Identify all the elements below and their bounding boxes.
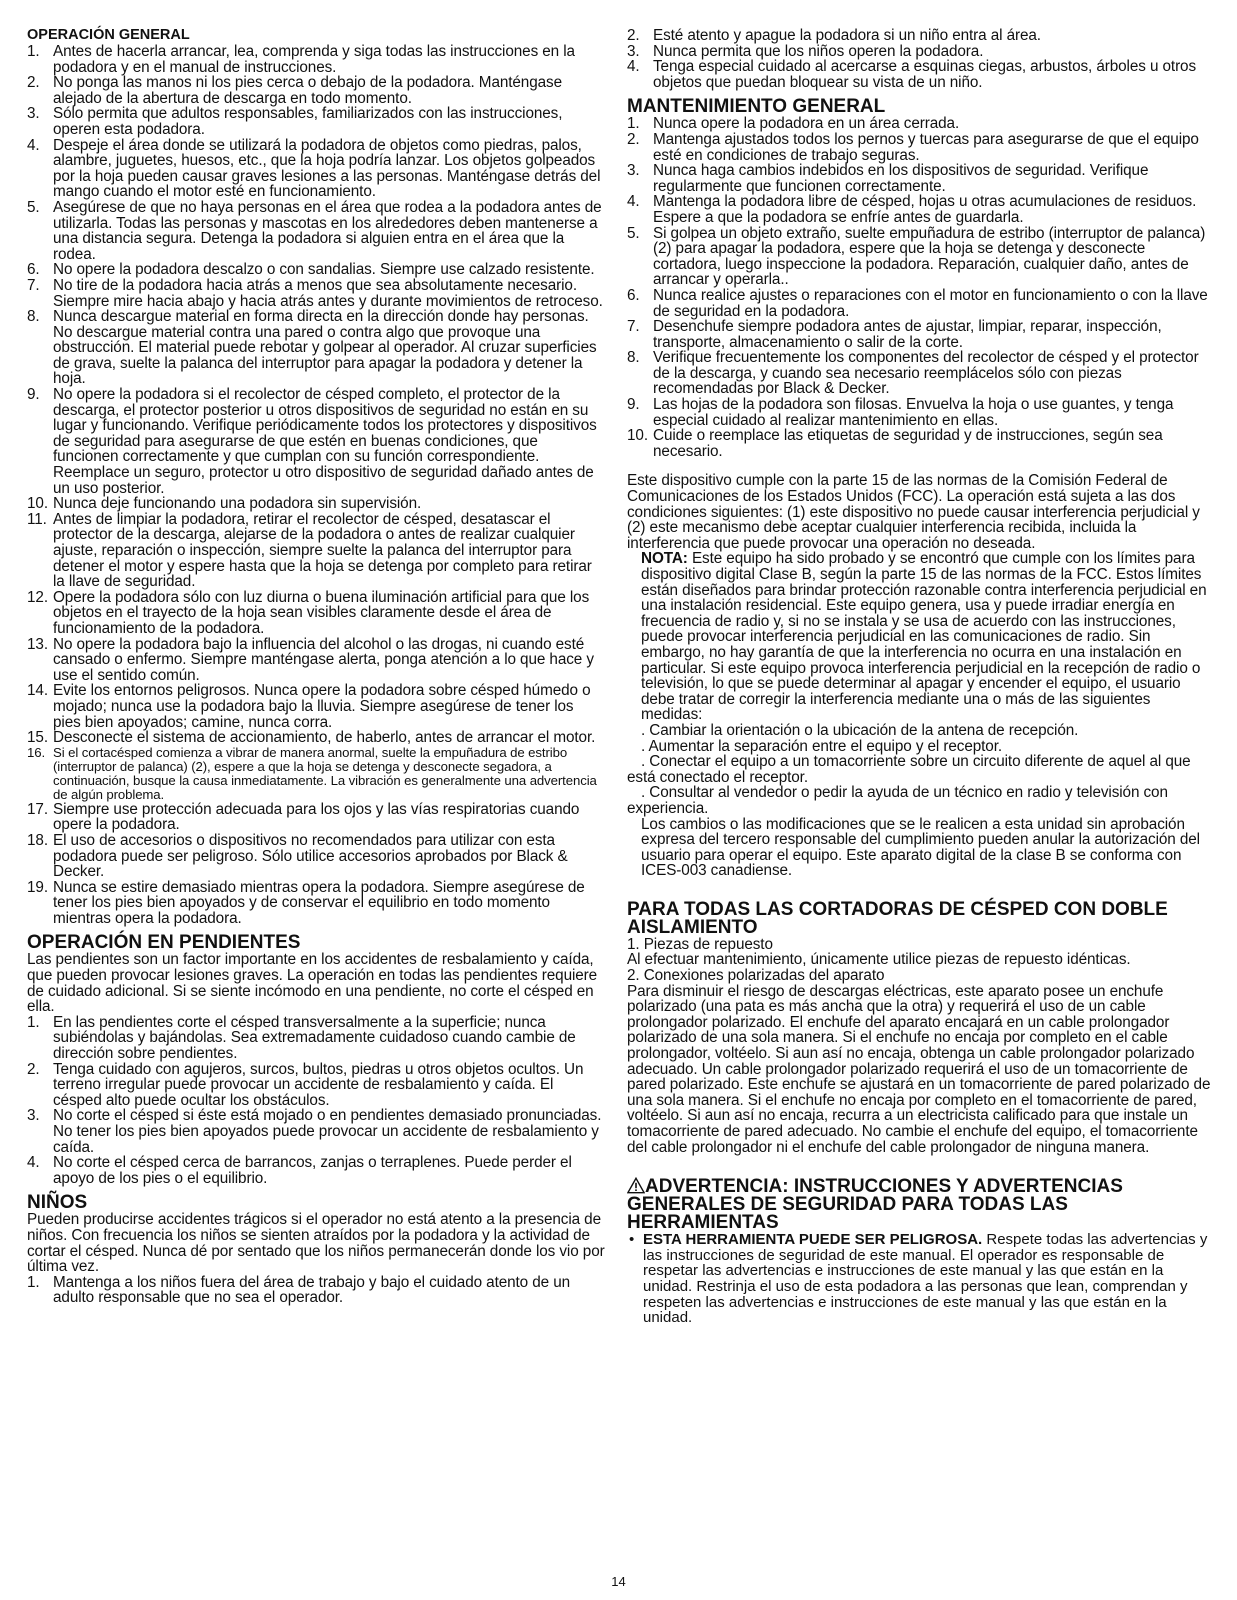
spacer — [627, 459, 1212, 473]
fcc-measure: . Cambiar la orientación o la ubicación de la antena de recepción. — [641, 721, 1079, 739]
list-item: 6. No opere la podadora descalzo o con sandalias. Siempre use calzado resistente. — [27, 261, 595, 279]
list-item: 2. Tenga cuidado con agujeros, surcos, bultos, piedras u otros objetos ocultos. Un terreno irregular puede provocar un accidente de resbalamiento y caída. El césped alto puede ocultar los obstáculos. — [27, 1060, 584, 1109]
list-item: 5. Asegúrese de que no haya personas en el área que rodea a la podadora antes de utilizarla. Todas las personas y mascotas en los alrededores deben mantenerse a una distancia segura. Detenga la podadora si alguien entra en el área que la rodea. — [27, 198, 602, 263]
list-item: 12. Opere la podadora sólo con luz diurna o buena iluminación artificial para que los objetos en el trayecto de la hoja sean visibles claramente desde el área de funcionamiento de la podadora. — [27, 588, 590, 637]
slopes-intro: Las pendientes son un factor importante en los accidentes de resbalamiento y caída, que pueden provocar lesiones graves. La operación en todas las pendientes requiere de cuidado adicional. Si se siente incómodo en una pendiente, no corte el césped en ella. — [27, 951, 598, 1016]
list-item: 2. No ponga las manos ni los pies cerca o debajo de la podadora. Manténgase alejado de la abertura de descarga en todo momento. — [27, 74, 562, 107]
list-item: 7. Desenchufe siempre podadora antes de ajustar, limpiar, reparar, inspección, transporte, almacenamiento o salir de la corte. — [627, 318, 1162, 351]
list-item: 4. Tenga especial cuidado al acercarse a esquinas ciegas, arbustos, árboles u otros objetos que puedan bloquear su vista de un niño. — [627, 58, 1197, 91]
list-item: 11. Antes de limpiar la podadora, retirar el recolector de césped, desatascar el protector de la descarga, alejarse de la podadora o antes de realizar cualquier ajuste, reparación o inspección, siempre suelte la palanca del interruptor para detener el motor y espere hasta que la hoja se detenga por completo para retirar la llave de seguridad. — [27, 510, 592, 591]
fcc-paragraph: Este dispositivo cumple con la parte 15 de las normas de la Comisión Federal de Comunicaciones de los Estados Unidos (FCC). La operación está sujeta a las dos condiciones siguientes: (1) este dispositivo no puede causar interferencia perjudicial y (2) este mecanismo debe aceptar cualquier interferencia recibida, incluida la interferencia que puede provocar una operación no deseada. — [627, 472, 1200, 552]
list-item: 19. Nunca se estire demasiado mientras opera la podadora. Siempre asegúrese de tener los pies bien apoyados y de conservar el equilibrio en todo momento mientras opera la podadora. — [27, 878, 585, 927]
double-sub2: 2. Conexiones polarizadas del aparato — [627, 967, 885, 985]
double-text2: Para disminuir el riesgo de descargas eléctricas, este aparato posee un enchufe polarizado (una pata es más ancha que la otra) y requerirá el uso de un cable prolongador polarizado. El enchufe del aparato encajará en un cable prolongador polarizado de una sola manera. Si el enchufe no encaja por completo en el cable prolongador, voltéelo. Si aun así no encaja, obtenga un cable prolongador polarizado adecuado. Un cable prolongador polarizado requerirá el uso de un tomacorriente de pared polarizado. Este enchufe se ajustará en un tomacorriente de pared polarizado de una sola manera. Si el enchufe no encaja por completo en el tomacorriente de pared, voltéelo. Si aun así no encaja, recurra a un electricista calificado para que instale un tomacorriente de pared adecuado. No cambie el enchufe del equipo, el tomacorriente del cable prolongador ni el enchufe del cable prolongador de ninguna manera. — [627, 982, 1211, 1156]
heading-doble-aislamiento: PARA TODAS LAS CORTADORAS DE CÉSPED CON DOBLE AISLAMIENTO — [627, 898, 1168, 938]
heading-operacion-pendientes: OPERACIÓN EN PENDIENTES — [27, 932, 301, 954]
list-item: 4. Despeje el área donde se utilizará la podadora de objetos como piedras, palos, alambre, juguetes, huesos, etc., que la hoja podría lanzar. Los objetos golpeados por la hoja pueden causar graves lesiones a las personas. Manténgase detrás del mango cuando el motor esté en funcionamiento. — [27, 136, 601, 201]
list-item: 17. Siempre use protección adecuada para los ojos y las vías respiratorias cuando opere la podadora. — [27, 800, 580, 834]
maintenance-list — [627, 116, 1212, 459]
fcc-measure: . Consultar al vendedor o pedir la ayuda de un técnico en radio y televisión con experiencia. — [627, 784, 1168, 817]
list-item: 1. Nunca opere la podadora en un área cerrada. — [627, 115, 960, 133]
list-item: 1. En las pendientes corte el césped transversalmente a la superficie; nunca subiéndolas y bajándolas. Sea extremadamente cuidadoso cuando cambie de dirección sobre pendientes. — [27, 1013, 576, 1063]
children-intro: Pueden producirse accidentes trágicos si el operador no está atento a la presencia de niños. Con frecuencia los niños se sienten atraídos por la podadora y la actividad de cortar el césped. Nunca dé por sentado que los niños permanecerán donde los vio por última vez. — [27, 1211, 605, 1276]
list-item: 3. No corte el césped si éste está mojado o en pendientes demasiado pronunciadas. No tener los pies bien apoyados puede provocar un accidente de resbalamiento y caída. — [27, 1107, 602, 1156]
warning-bullet: • ESTA HERRAMIENTA PUEDE SER PELIGROSA. Respete todas las advertencias y las instrucciones de seguridad de este manual. El operador es responsable de respetar las advertencias e instrucciones de este manual y las que están en la unidad. Restrinja el uso de esta podadora a las personas que lean, comprendan y respeten las advertencias e instrucciones de este manual y las que están en la unidad. — [629, 1231, 1208, 1327]
list-item: 9. No opere la podadora si el recolector de césped completo, el protector de la descarga, el protector posterior u otros dispositivos de seguridad no están en su lugar y funcionando. Verifique periódicamente todos los protectores y dispositivos de seguridad para asegurarse de que estén en buenas condiciones, que funcionen correctamente y que cumplan con su función correspondiente. Reemplace un seguro, protector u otro dispositivo de seguridad dañado antes de un uso posterior. — [27, 386, 597, 497]
list-item: 4. Mantenga la podadora libre de césped, hojas u otras acumulaciones de residuos. Espere a que la podadora se enfríe antes de guardarla. — [627, 193, 1197, 226]
children-list — [27, 1275, 605, 1306]
left-column — [27, 28, 605, 1306]
list-item: 10. Nunca deje funcionando una podadora sin supervisión. — [27, 495, 422, 513]
list-item: 5. Si golpea un objeto extraño, suelte empuñadura de estribo (interruptor de palanca) (2) para apagar la podadora, espere que la hoja se detenga y desconecte cortadora, luego inspeccione la podadora. Reparación, cualquier daño, antes de arrancar y operarla.. — [627, 224, 1206, 289]
double-sub1: 1. Piezas de repuesto — [627, 935, 773, 953]
list-item: 18. El uso de accesorios o dispositivos no recomendados para utilizar con esta podadora puede ser peligroso. Sólo utilice accesorios aprobados por Black & Decker. — [27, 831, 568, 881]
right-column — [627, 28, 1212, 1326]
slopes-list — [27, 1015, 605, 1187]
heading-mantenimiento-general: MANTENIMIENTO GENERAL — [627, 96, 886, 118]
list-item: 7. No tire de la podadora hacia atrás a menos que sea absolutamente necesario. Siempre mire hacia abajo y hacia atrás antes y durante movimientos de retroceso. — [27, 276, 603, 310]
warning-triangle-icon — [627, 1177, 645, 1194]
fcc-measure: . Aumentar la separación entre el equipo y el receptor. — [641, 737, 1002, 755]
heading-advertencia: ADVERTENCIA: INSTRUCCIONES Y ADVERTENCIAS GENERALES DE SEGURIDAD PARA TODAS LAS HERRAMIENTAS — [627, 1176, 1123, 1234]
list-item: 1. Antes de hacerla arrancar, lea, comprenda y siga todas las instrucciones en la podadora y en el manual de instrucciones. — [27, 43, 575, 76]
note-label: NOTA: — [641, 550, 688, 568]
list-item: 9. Las hojas de la podadora son filosas. Envuelva la hoja o use guantes, y tenga especial cuidado al realizar mantenimiento en ellas. — [627, 396, 1174, 429]
double-text1: Al efectuar mantenimiento, únicamente utilice piezas de repuesto idénticas. — [627, 951, 1131, 969]
bullet-icon: • — [629, 1231, 635, 1249]
fcc-measure: . Conectar el equipo a un tomacorriente sobre un circuito diferente de aquel al que está conectado el receptor. — [627, 753, 1191, 786]
list-item: 3. Nunca haga cambios indebidos en los dispositivos de seguridad. Verifique regularmente que funcionen correctamente. — [627, 162, 1149, 195]
list-item: 15. Desconecte el sistema de accionamiento, de haberlo, antes de arrancar el motor. — [27, 729, 596, 747]
list-item: 1. Mantenga a los niños fuera del área de trabajo y bajo el cuidado atento de un adulto responsable que no sea el operador. — [27, 1273, 571, 1307]
children-list-continued — [627, 28, 1212, 90]
heading-operacion-general: OPERACIÓN GENERAL — [27, 27, 190, 43]
list-item: 3. Sólo permita que adultos responsables, familiarizados con las instrucciones, operen esta podadora. — [27, 105, 563, 138]
list-item: 8. Verifique frecuentemente los componentes del recolector de césped y el protector de la descarga, y cuando sea necesario reemplácelos sólo con piezas recomendadas por Black & Decker. — [627, 349, 1199, 398]
list-item: 14. Evite los entornos peligrosos. Nunca opere la podadora sobre césped húmedo o mojado; nunca use la podadora bajo la lluvia. Siempre asegúrese de tener los pies bien apoyados; camine, nunca corra. — [27, 682, 591, 731]
list-item: 2. Esté atento y apague la podadora si un niño entra al área. — [627, 27, 1041, 44]
page-number: 14 — [611, 1574, 626, 1589]
warning-bold-text: ESTA HERRAMIENTA PUEDE SER PELIGROSA. — [643, 1231, 983, 1249]
list-item: 8. Nunca descargue material en forma directa en la dirección donde hay personas. No descargue material contra una pared o contra algo que provoque una obstrucción. El material puede rebotar y golpear al operador. Al cruzar superficies de grava, suelte la palanca del interruptor para apagar la podadora y detener la hoja. — [27, 308, 597, 388]
list-item: 4. No corte el césped cerca de barrancos, zanjas o terraplenes. Puede perder el apoyo de los pies o el equilibrio. — [27, 1154, 572, 1187]
fcc-changes: Los cambios o las modificaciones que se le realicen a esta unidad sin aprobación expresa del tercero responsable del cumplimiento pueden anular la autorización del usuario para operar el equipo. Este aparato digital de la clase B se conforma con ICES-003 canadiense. — [641, 815, 1200, 880]
general-operation-list — [27, 44, 605, 926]
list-item: 2. Mantenga ajustados todos los pernos y tuercas para asegurarse de que el equipo esté en condiciones de trabajo seguras. — [627, 130, 1199, 164]
list-item: 10. Cuide o reemplace las etiquetas de seguridad y de instrucciones, según sea necesario. — [627, 427, 1163, 460]
heading-ninos: NIÑOS — [27, 1192, 88, 1214]
list-item: 6. Nunca realice ajustes o reparaciones con el motor en funcionamiento o con la llave de seguridad en la podadora. — [627, 286, 1208, 320]
list-item: 13. No opere la podadora bajo la influencia del alcohol o las drogas, ni cuando esté cansado o enfermo. Siempre manténgase alerta, ponga atención a lo que hace y use el sentido común. — [27, 635, 594, 684]
fcc-note: NOTA: Este equipo ha sido probado y se encontró que cumple con los límites para dispositivo digital Clase B, según la parte 15 de las normas de la FCC. Estos límites están diseñados para brindar protección razonable contra interferencia perjudicial en una instalación residencial. Este equipo genera, usa y puede irradiar energía en frecuencia de radio y, si no se instala y se usa de acuerdo con las instrucciones, puede provocar interferencia perjudicial en las comunicaciones de radio. Sin embargo, no hay garantía de que la interferencia no ocurra en una instalación en particular. Si este equipo provoca interferencia perjudicial en la recepción de radio o televisión, lo que se puede determinar al apagar y encender el equipo, el usuario debe tratar de corregir la interferencia mediante una o más de las siguientes medidas: — [641, 550, 1207, 724]
list-item: 3. Nunca permita que los niños operen la podadora. — [627, 42, 984, 60]
list-item: 16. Si el cortacésped comienza a vibrar de manera anormal, suelte la empuñadura de estribo (interruptor de palanca) (2), espere a que la hoja se detenga y desconecte segadora, a continuación, busque la causa inmediatamente. La vibración es generalmente una advertencia de algún problema. — [27, 744, 597, 802]
